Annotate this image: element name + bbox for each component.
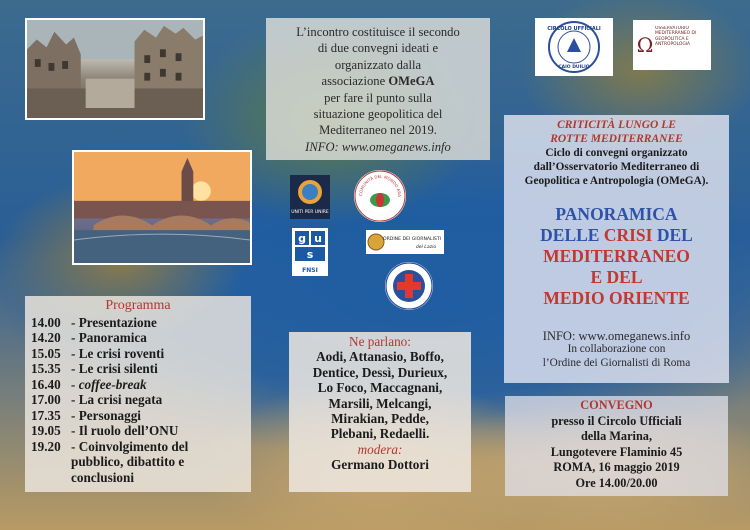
giornalisti-label: ORDINE DEI GIORNALISTI	[382, 237, 442, 242]
program-time: 17.00	[31, 392, 61, 407]
program-text: - Le crisi silenti	[71, 361, 158, 376]
program-continuation	[31, 454, 245, 470]
speakers-line: Lo Foco, Maccagnani,	[317, 380, 443, 396]
intro-line: Mediterraneo nel 2019.	[319, 123, 437, 138]
cycle-line: Ciclo di convegni organizzato	[545, 147, 688, 159]
title-line: MEDIO ORIENTE	[543, 288, 690, 308]
omega-emblem-icon	[633, 20, 711, 70]
speakers-line: Plebani, Redaelli.	[330, 426, 430, 442]
circolo-sub: CAIO DUILIO	[558, 65, 590, 70]
intro-line: situazione geopolitica del	[313, 107, 443, 122]
moderator-name: Germano Dottori	[331, 457, 429, 473]
circolo-label: CIRCOLO UFFICIALI	[547, 26, 601, 32]
navy-circle-emblem-icon	[535, 18, 613, 76]
program-time: 17.35	[31, 407, 61, 423]
program-time: 16.40	[31, 376, 61, 392]
program-label: coffee-break	[78, 376, 147, 392]
program-cont-text: conclusioni	[71, 469, 135, 485]
intro-line: organizzato dalla	[334, 57, 422, 72]
plaza-illustration	[74, 152, 250, 264]
program-time: 15.35	[31, 361, 61, 376]
comunita-label: COMUNITÀ DEL MONDO ARA	[357, 173, 403, 197]
title-line: MEDITERRANEO	[543, 246, 690, 266]
osservatorio-omega-logo	[633, 20, 711, 70]
program-text: - La crisi negata	[71, 392, 163, 407]
program-time: 14.00	[31, 314, 61, 330]
program-text: - Il ruolo dell’ONU	[71, 423, 179, 438]
program-item	[31, 346, 245, 362]
intro-info-link[interactable]: INFO: www.omeganews.info	[305, 139, 451, 154]
program-label: La crisi negata	[78, 392, 163, 407]
intro-line: di due convegni ideati e	[317, 41, 439, 56]
program-time: 19.20	[31, 438, 61, 454]
program-item	[31, 330, 245, 346]
event-title	[512, 204, 721, 309]
fnsi-emblem-icon	[292, 228, 328, 276]
program-text: - Presentazione	[71, 314, 157, 330]
program-label: Personaggi	[78, 407, 141, 423]
venue-time: Ore 14.00/20.00	[575, 475, 658, 490]
journalists-order-emblem-icon	[366, 230, 444, 254]
speakers-panel	[289, 332, 471, 492]
collaboration-line: l’Ordine dei Giornalisti di Roma	[542, 356, 691, 369]
venue-line: della Marina,	[580, 429, 653, 443]
series-heading: ROTTE MEDITERRANEE	[550, 132, 683, 145]
fnsi-label: FNSI	[302, 267, 318, 274]
program-cont-text: pubblico, dibattito e	[71, 454, 185, 469]
intro-line: per fare il punto sulla	[324, 90, 432, 105]
war-ruins-photo	[25, 18, 205, 120]
omega-name: OMeGA	[388, 74, 435, 89]
uniti-per-unire-logo	[290, 175, 330, 219]
ordine-giornalisti-lazio-logo	[366, 230, 444, 254]
giornalisti-sub: del Lazio	[415, 245, 437, 250]
program-label: Le crisi roventi	[78, 345, 165, 361]
program-item	[31, 439, 245, 455]
venue-date: ROMA, 16 maggio 2019	[553, 460, 680, 474]
program-item	[31, 377, 245, 393]
comunita-mondo-arabo-logo	[354, 170, 406, 222]
program-label: Presentazione	[78, 314, 157, 330]
ruins-illustration	[27, 20, 203, 120]
main-title-panel	[504, 115, 729, 383]
program-label: Panoramica	[78, 330, 147, 345]
cycle-line: dall’Osservatorio Mediterraneo di	[533, 161, 700, 173]
speakers-line: Dentice, Dessì, Durieux,	[312, 364, 448, 380]
program-item	[31, 315, 245, 331]
moderator-label: modera:	[357, 441, 403, 457]
speakers-heading: Ne parlano:	[349, 334, 411, 349]
osservatorio-label: OSSERVATORIO MEDITERRANEO DI GEOPOLITICA E ANTROPOLOGIA	[655, 26, 697, 48]
red-cross-icon	[385, 262, 433, 310]
svg-text:g: g	[298, 232, 306, 245]
program-item	[31, 392, 245, 408]
arab-world-emblem-icon	[354, 170, 406, 222]
speakers-line: Marsili, Melcangi,	[328, 395, 432, 411]
main-info-link[interactable]: INFO: www.omeganews.info	[542, 329, 691, 343]
program-text: - Coinvolgimento del	[71, 438, 189, 454]
intro-line: L’incontro costituisce il secondo	[296, 25, 460, 39]
program-text: - coffee-break	[71, 376, 147, 392]
title-part: DEL	[652, 225, 693, 245]
program-item	[31, 423, 245, 439]
circolo-ufficiali-logo	[535, 18, 613, 76]
svg-text:Ω: Ω	[636, 33, 654, 57]
title-line: PANORAMICA	[555, 204, 678, 224]
cycle-line: Geopolitica e Antropologia (OMeGA).	[524, 175, 709, 187]
program-label: Coinvolgimento del	[78, 438, 189, 454]
venue-heading: CONVEGNO	[580, 398, 653, 412]
cross-emblem-logo	[385, 262, 433, 310]
seville-plaza-photo	[72, 150, 252, 265]
venue-panel	[505, 396, 728, 496]
program-label: Le crisi silenti	[78, 361, 158, 376]
series-heading: CRITICITÀ LUNGO LE	[557, 119, 676, 131]
venue-line: Lungotevere Flaminio 45	[550, 444, 683, 459]
fnsi-logo	[292, 228, 328, 276]
title-line: E DEL	[590, 267, 643, 287]
title-highlight: CRISI	[603, 225, 653, 245]
intro-line	[274, 73, 482, 89]
program-panel	[25, 296, 251, 492]
program-text: - Personaggi	[71, 407, 141, 423]
program-text: - Panoramica	[71, 330, 147, 345]
speakers-line: Mirakian, Pedde,	[331, 411, 429, 427]
program-time: 15.05	[31, 345, 61, 361]
collaboration-line: In collaborazione con	[567, 343, 666, 355]
program-title: Programma	[105, 298, 171, 313]
program-continuation	[31, 470, 245, 486]
program-text: - Le crisi roventi	[71, 345, 165, 361]
title-line	[512, 225, 721, 246]
program-label: Il ruolo dell’ONU	[78, 423, 179, 438]
intro-text: associazione	[321, 74, 389, 89]
program-time: 19.05	[31, 423, 61, 438]
program-item	[31, 361, 245, 377]
venue-line: presso il Circolo Ufficiali	[551, 413, 682, 428]
title-part: DELLE	[540, 225, 604, 245]
globe-icon	[290, 175, 330, 219]
speakers-line: Aodi, Attanasio, Boffo,	[316, 349, 444, 365]
svg-text:u: u	[314, 232, 322, 245]
intro-panel	[266, 18, 490, 160]
program-list	[31, 315, 245, 455]
program-item	[31, 408, 245, 424]
svg-text:s: s	[306, 248, 314, 261]
uniti-label: UNITI PER UNIRE	[291, 210, 329, 215]
program-time: 14.20	[31, 330, 61, 345]
